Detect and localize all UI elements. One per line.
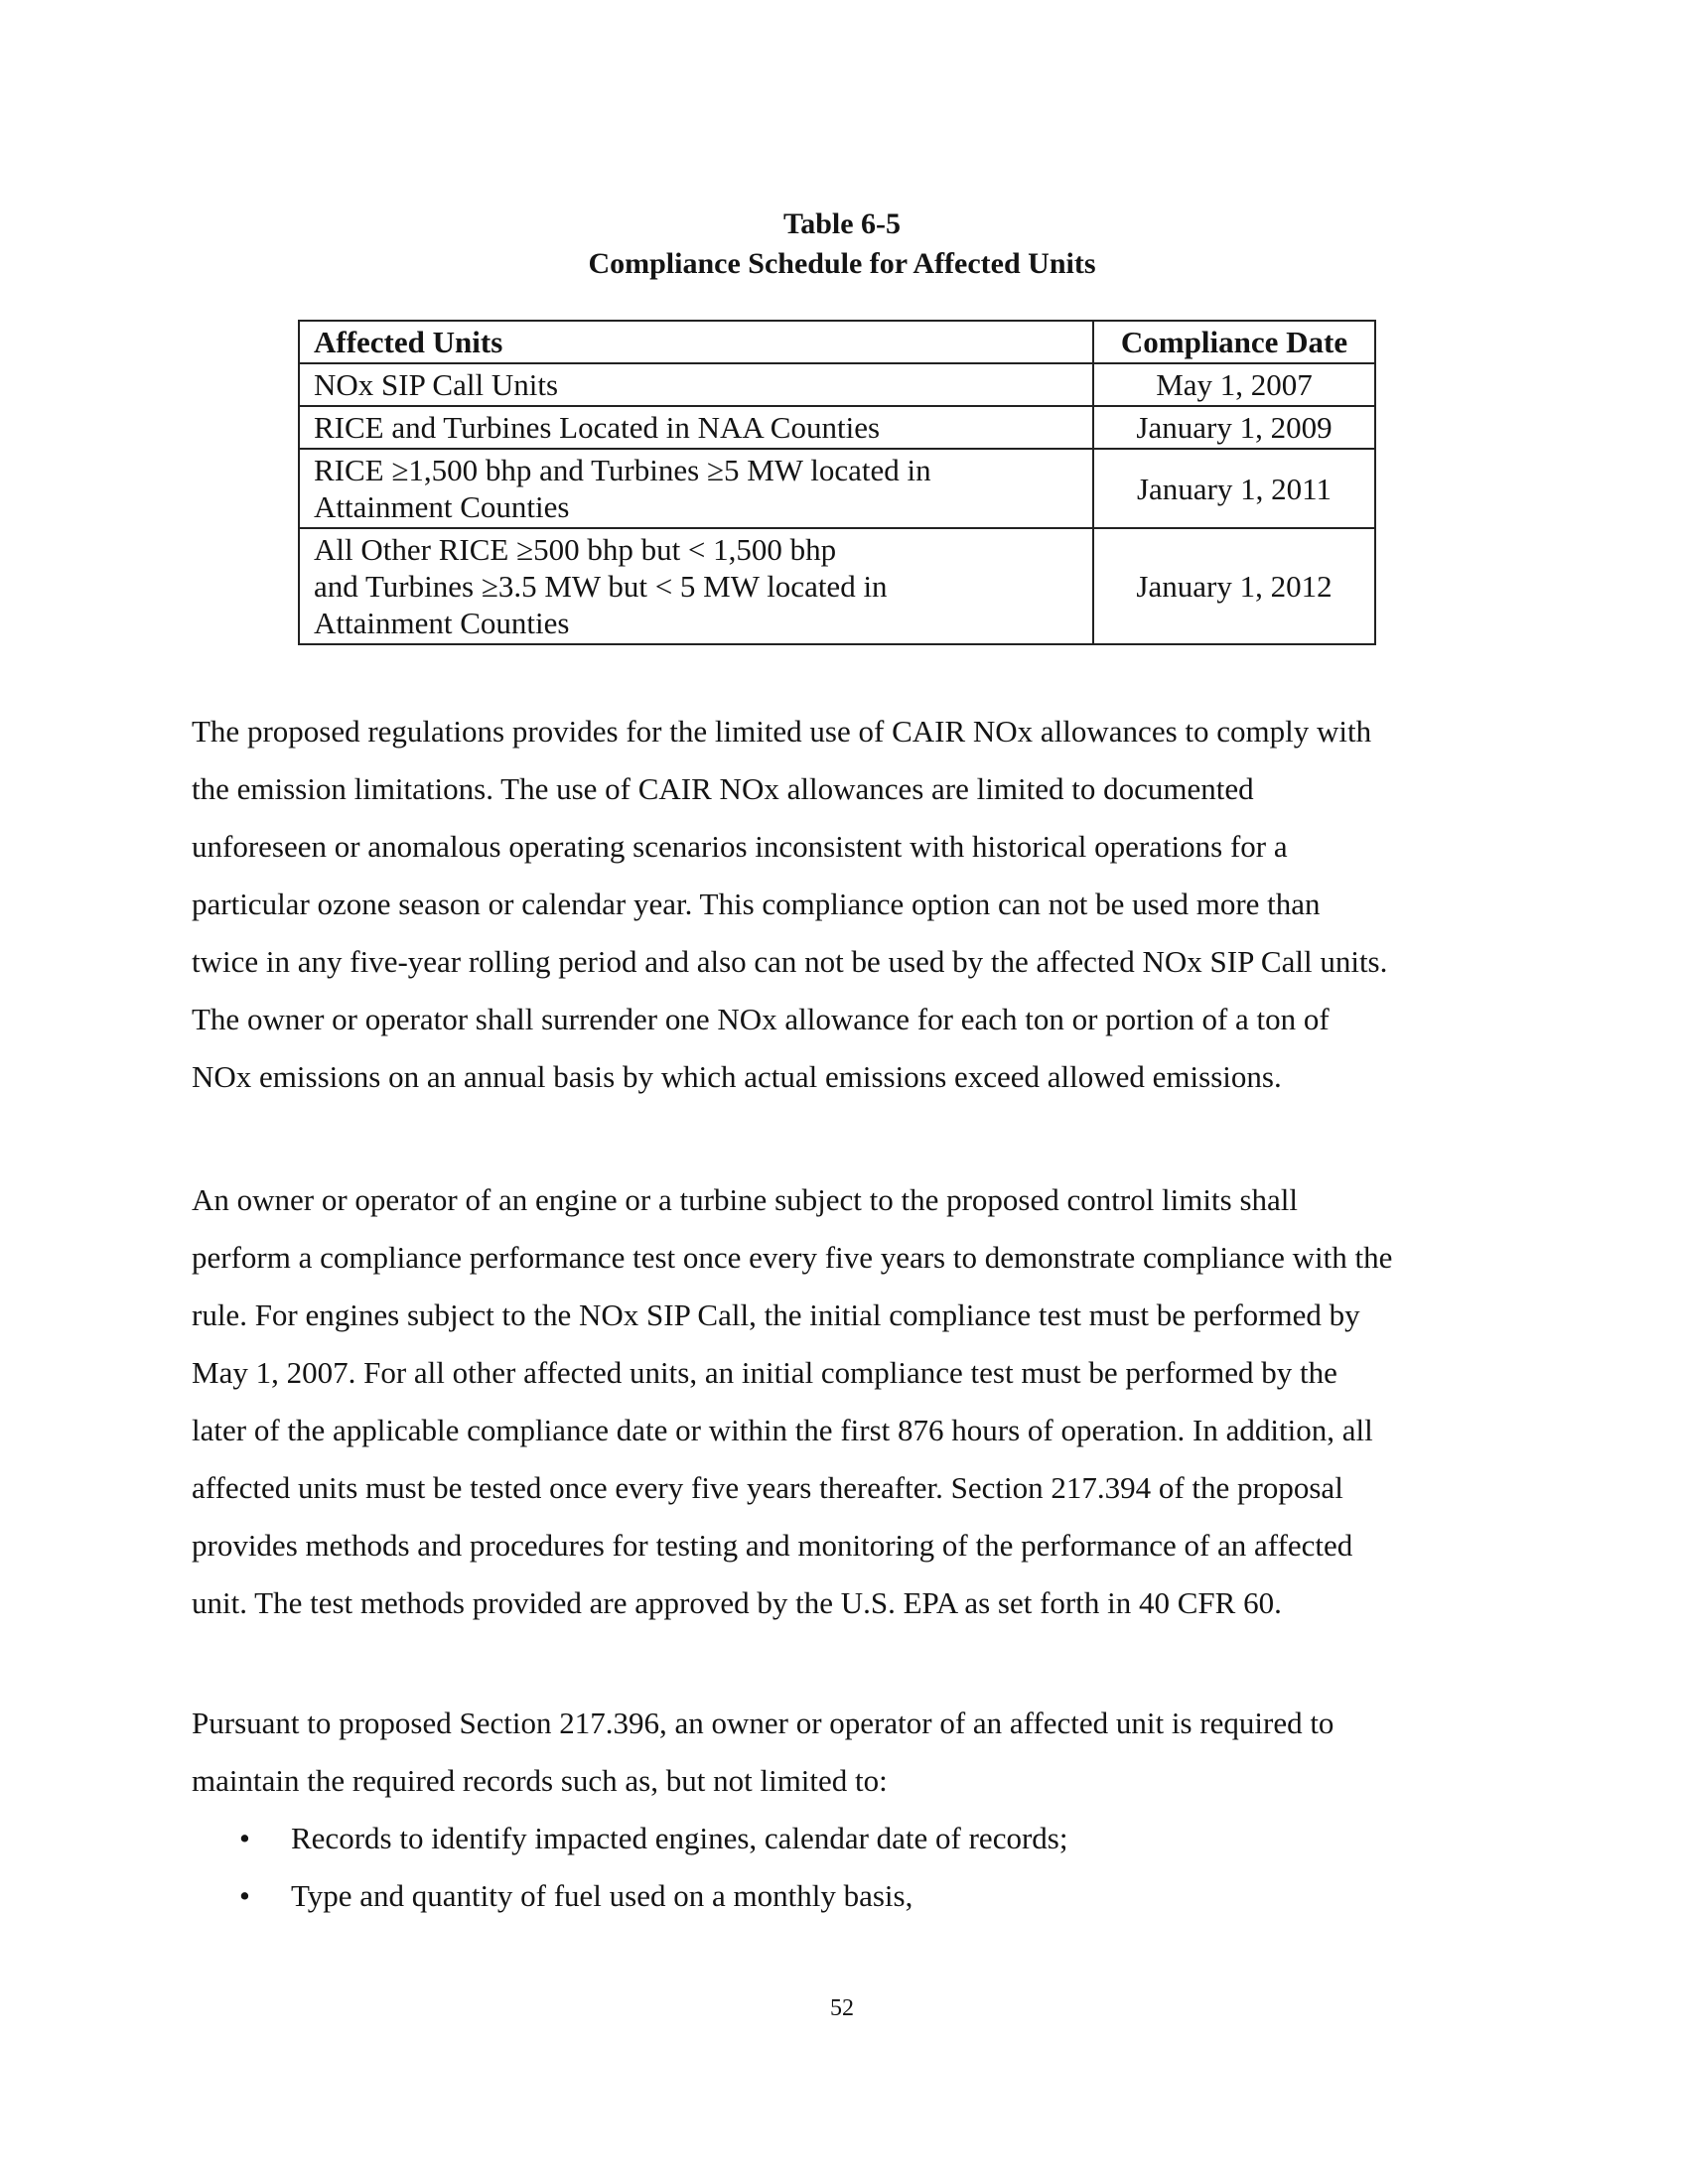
unit-line: and Turbines ≥3.5 MW but < 5 MW located in: [314, 569, 888, 604]
unit-line: All Other RICE ≥500 bhp but < 1,500 bhp: [314, 532, 837, 567]
unit-line: RICE ≥1,500 bhp and Turbines ≥5 MW located in: [314, 453, 931, 487]
paragraph-performance-test: [192, 1171, 1482, 1632]
table-row: [299, 528, 1375, 644]
header-affected-units: Affected Units: [299, 321, 1093, 363]
text-line: The proposed regulations provides for the limited use of CAIR NOx allowances to comply with: [192, 714, 1372, 749]
text-line: An owner or operator of an engine or a turbine subject to the proposed control limits shall: [192, 1182, 1298, 1217]
row-units-cell: [299, 363, 1093, 406]
page-number: 52: [830, 1995, 854, 2021]
list-item: [192, 1810, 1482, 1867]
row-date-cell: January 1, 2012: [1093, 528, 1375, 644]
unit-line: Attainment Counties: [314, 489, 570, 524]
text-line: affected units must be tested once every five years thereafter. Section 217.394 of the proposal: [192, 1470, 1343, 1505]
text-line: provides methods and procedures for testing and monitoring of the performance of an affected: [192, 1528, 1353, 1563]
list-item: [192, 1867, 1482, 1925]
table-row: [299, 406, 1375, 449]
row-units-cell: [299, 406, 1093, 449]
paragraph-cair-allowances: [192, 703, 1482, 1106]
row-date-cell: May 1, 2007: [1093, 363, 1375, 406]
row-date-cell: January 1, 2011: [1093, 449, 1375, 528]
text-line: NOx emissions on an annual basis by which actual emissions exceed allowed emissions.: [192, 1059, 1282, 1094]
row-units-cell: [299, 528, 1093, 644]
text-line: unit. The test methods provided are approved by the U.S. EPA as set forth in 40 CFR 60.: [192, 1585, 1282, 1620]
table-row: [299, 363, 1375, 406]
text-line: The owner or operator shall surrender one NOx allowance for each ton or portion of a ton of: [192, 1002, 1330, 1036]
text-line: particular ozone season or calendar year. This compliance option can not be used more than: [192, 887, 1321, 921]
text-line: twice in any five-year rolling period and also can not be used by the affected NOx SIP Call units.: [192, 944, 1388, 979]
text-line: May 1, 2007. For all other affected units, an initial compliance test must be performed by the: [192, 1355, 1337, 1390]
row-units-cell: [299, 449, 1093, 528]
unit-line: RICE and Turbines Located in NAA Counties: [314, 410, 881, 445]
unit-line: NOx SIP Call Units: [314, 367, 559, 402]
list-item-text: Type and quantity of fuel used on a monthly basis,: [291, 1878, 913, 1913]
header-compliance-date: Compliance Date: [1093, 321, 1375, 363]
table-header-row: [299, 321, 1375, 363]
table-title: Table 6-5: [782, 207, 902, 240]
bullet-icon: •: [239, 1878, 250, 1913]
text-line: rule. For engines subject to the NOx SIP Call, the initial compliance test must be performed by: [192, 1297, 1360, 1332]
table-subtitle: Compliance Schedule for Affected Units: [588, 247, 1096, 280]
text-line: the emission limitations. The use of CAIR NOx allowances are limited to documented: [192, 771, 1254, 806]
text-line: perform a compliance performance test once every five years to demonstrate compliance with the: [192, 1240, 1393, 1275]
text-line: Pursuant to proposed Section 217.396, an owner or operator of an affected unit is required to: [192, 1706, 1334, 1740]
bullet-icon: •: [239, 1821, 250, 1855]
records-bullet-list: [192, 1810, 1482, 1925]
compliance-schedule-table: [298, 320, 1376, 645]
list-item-text: Records to identify impacted engines, calendar date of records;: [291, 1821, 1068, 1855]
text-line: later of the applicable compliance date or within the first 876 hours of operation. In addition, all: [192, 1413, 1373, 1447]
row-date-cell: January 1, 2009: [1093, 406, 1375, 449]
text-line: unforeseen or anomalous operating scenarios inconsistent with historical operations for a: [192, 829, 1288, 864]
table-row: [299, 449, 1375, 528]
text-line: maintain the required records such as, but not limited to:: [192, 1763, 888, 1798]
paragraph-recordkeeping: [192, 1695, 1482, 1810]
unit-line: Attainment Counties: [314, 606, 570, 640]
